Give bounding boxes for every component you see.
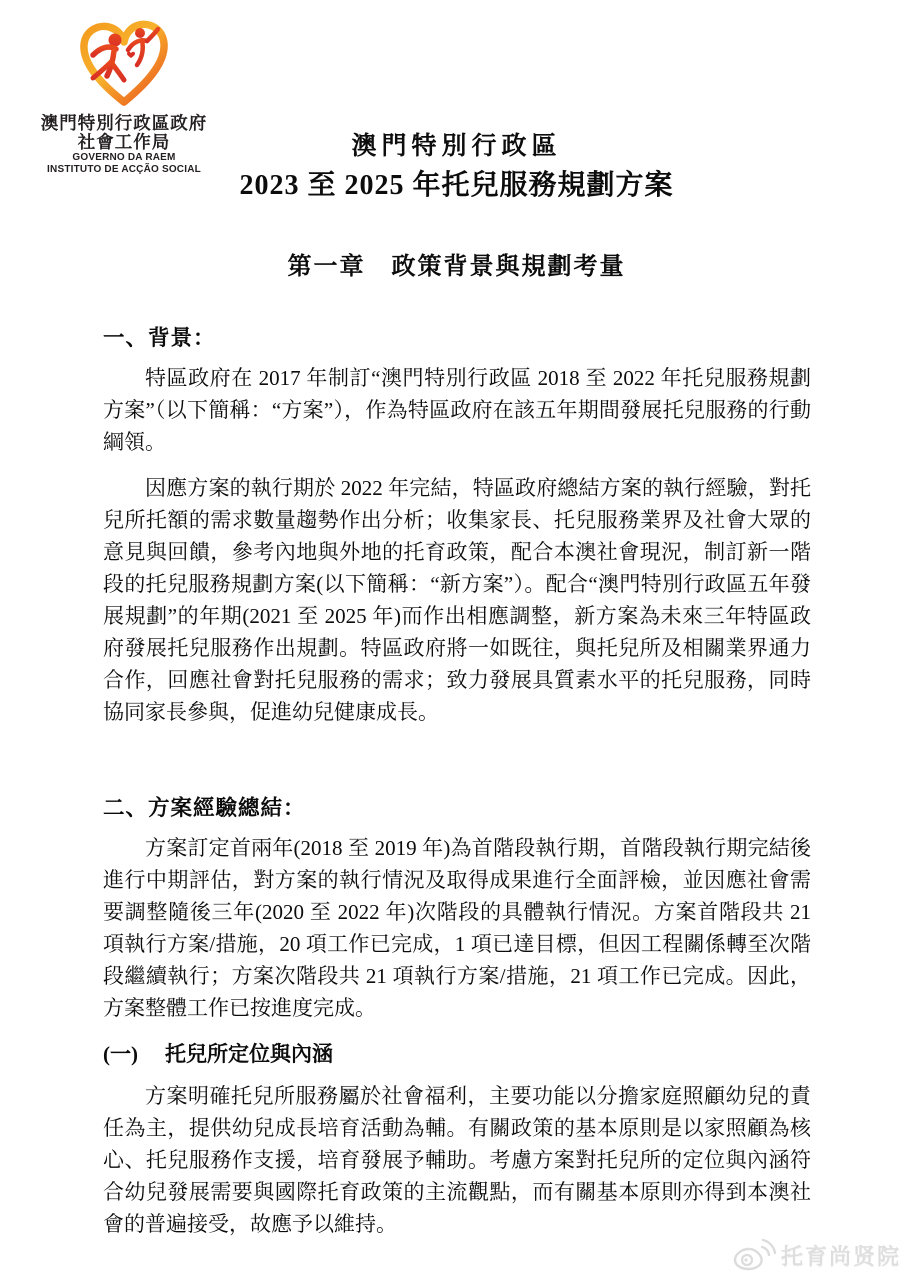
subsection-1-title: 托兒所定位與內涵 <box>165 1042 333 1066</box>
section-1-paragraph-2: 因應方案的執行期於 2022 年完結，特區政府總結方案的執行經驗，對托兒所托額的需求數量趨勢作出分析；收集家長、托兒服務業界及社會大眾的意見與回饋，參考內地與外地的托育政策，配合本澳社會現況，制訂新一階段的托兒服務規劃方案(以下簡稱：“新方案”）。配合“澳門特別行政區五年發展規劃”的年期(2021 至 2025 年)而作出相應調整，新方案為未來三年特區政府發展托兒服務作出規劃。特區政府將一如既往，與托兒所及相關業界通力合作，回應社會對托兒服務的需求；致力發展具質素水平的托兒服務，同時協同家長參與，促進幼兒健康成長。 <box>103 476 811 724</box>
chapter-heading: 第一章 政策背景與規劃考量 <box>287 254 626 280</box>
watermark <box>732 1237 901 1273</box>
document-title-line2: 2023 至 2025 年托兒服務規劃方案 <box>239 170 674 201</box>
weibo-icon <box>732 1237 776 1273</box>
document-title-line1: 澳門特別行政區 <box>351 133 562 160</box>
org-name-zh-line1: 澳門特別行政區政府 <box>40 113 208 133</box>
section-1-paragraph-1: 特區政府在 2017 年制訂“澳門特別行政區 2018 至 2022 年托兒服務規劃方案”（以下簡稱：“方案”），作為特區政府在該五年期間發展托兒服務的行動綱領。 <box>103 366 811 454</box>
subsection-1-heading <box>103 1038 811 1070</box>
subsection-1-number: (一) <box>103 1042 138 1066</box>
org-name-pt-line2: INSTITUTO DE ACÇÃO SOCIAL <box>47 163 201 175</box>
org-name-zh-line2: 社會工作局 <box>77 132 171 152</box>
watermark-text: 托育尚贤院 <box>780 1243 901 1269</box>
section-2-paragraph-1: 方案訂定首兩年(2018 至 2019 年)為首階段執行期，首階段執行期完結後進行中期評估，對方案的執行情況及取得成果進行全面評檢，並因應社會需要調整隨後三年(2020 至 2022 年)次階段的具體執行情況。方案首階段共 21 項執行方案/措施，20 項工作已完成，1 項已達目標，但因工程關係轉至次階段繼續執行；方案次階段共 21 項執行方案/措施，21 項工作已完成。因此，方案整體工作已按進度完成。 <box>103 836 811 1020</box>
heart-family-logo-icon <box>74 14 174 110</box>
org-name-pt-line1: GOVERNO DA RAEM <box>72 152 176 163</box>
org-logo <box>26 14 222 110</box>
section-2-heading: 二、方案經驗總結： <box>103 796 306 820</box>
section-1-heading: 一、背景： <box>103 326 216 350</box>
subsection-1-paragraph-1: 方案明確托兒所服務屬於社會福利，主要功能以分擔家庭照顧幼兒的責任為主，提供幼兒成長培育活動為輔。有關政策的基本原則是以家照顧為核心、托兒服務作支援，培育發展予輔助。考慮方案對托兒所的定位與內涵符合幼兒發展需要與國際托育政策的主流觀點，而有關基本原則亦得到本澳社會的普遍接受，故應予以維持。 <box>103 1084 811 1236</box>
document-title <box>103 131 810 202</box>
document-body <box>103 322 811 1254</box>
